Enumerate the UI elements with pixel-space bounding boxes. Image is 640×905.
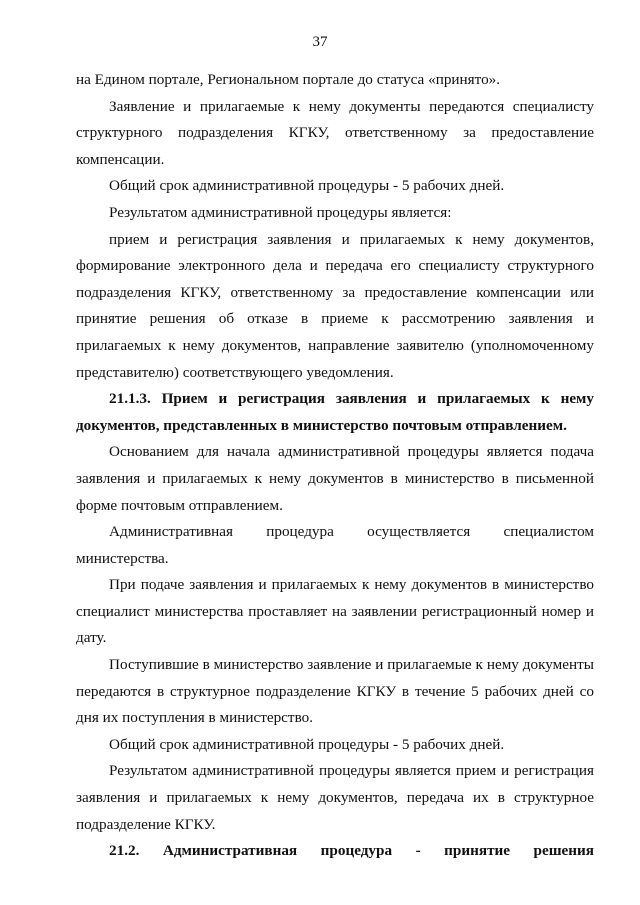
section-heading-21-2: 21.2. Административная процедура - принятие решения xyxy=(109,842,594,860)
paragraph-result-details: прием и регистрация заявления и прилагаемых к нему документов, формирование электронного дела и передача его специалисту структурного подразделения КГКУ, ответственному за предоставление компенсации или принятие решения об отказе в приеме к рассмотрению заявления и прилагаемых к нему документов, направление заявителю (уполномоченному представителю) соответствующего уведомления. xyxy=(76,230,594,381)
paragraph-basis: Основанием для начала административной процедуры является подача заявления и прилагаемых к нему документов в министерство в письменной форме почтовым отправлением. xyxy=(76,443,594,514)
paragraph-performer: Административная процедура осуществляется специалистом министерства. xyxy=(76,523,594,567)
paragraph-result-intro: Результатом административной процедуры является: xyxy=(109,203,452,221)
paragraph-transfer-kgku: Поступившие в министерство заявление и прилагаемые к нему документы передаются в структурное подразделение КГКУ в течение 5 рабочих дней со дня их поступления в министерство. xyxy=(76,656,594,727)
paragraph-total-term-1: Общий срок административной процедуры - 5 рабочих дней. xyxy=(109,177,505,195)
paragraph-transfer-documents: Заявление и прилагаемые к нему документы передаются специалисту структурного подразделения КГКУ, ответственному за предоставление компенсации. xyxy=(76,97,594,168)
page-number: 37 xyxy=(312,34,328,50)
section-heading-21-1-3: 21.1.3. Прием и регистрация заявления и прилагаемых к нему документов, представленных в министерство почтовым отправлением. xyxy=(76,390,594,434)
paragraph-registration: При подаче заявления и прилагаемых к нему документов в министерство специалист министерства проставляет на заявлении регистрационный номер и дату. xyxy=(76,576,594,647)
document-body xyxy=(76,67,594,865)
paragraph-result-2: Результатом административной процедуры является прием и регистрация заявления и прилагаемых к нему документов, передача их в структурное подразделение КГКУ. xyxy=(76,762,594,833)
paragraph-total-term-2: Общий срок административной процедуры - 5 рабочих дней. xyxy=(109,735,505,753)
paragraph-continuation: на Едином портале, Региональном портале до статуса «принято». xyxy=(76,71,501,88)
